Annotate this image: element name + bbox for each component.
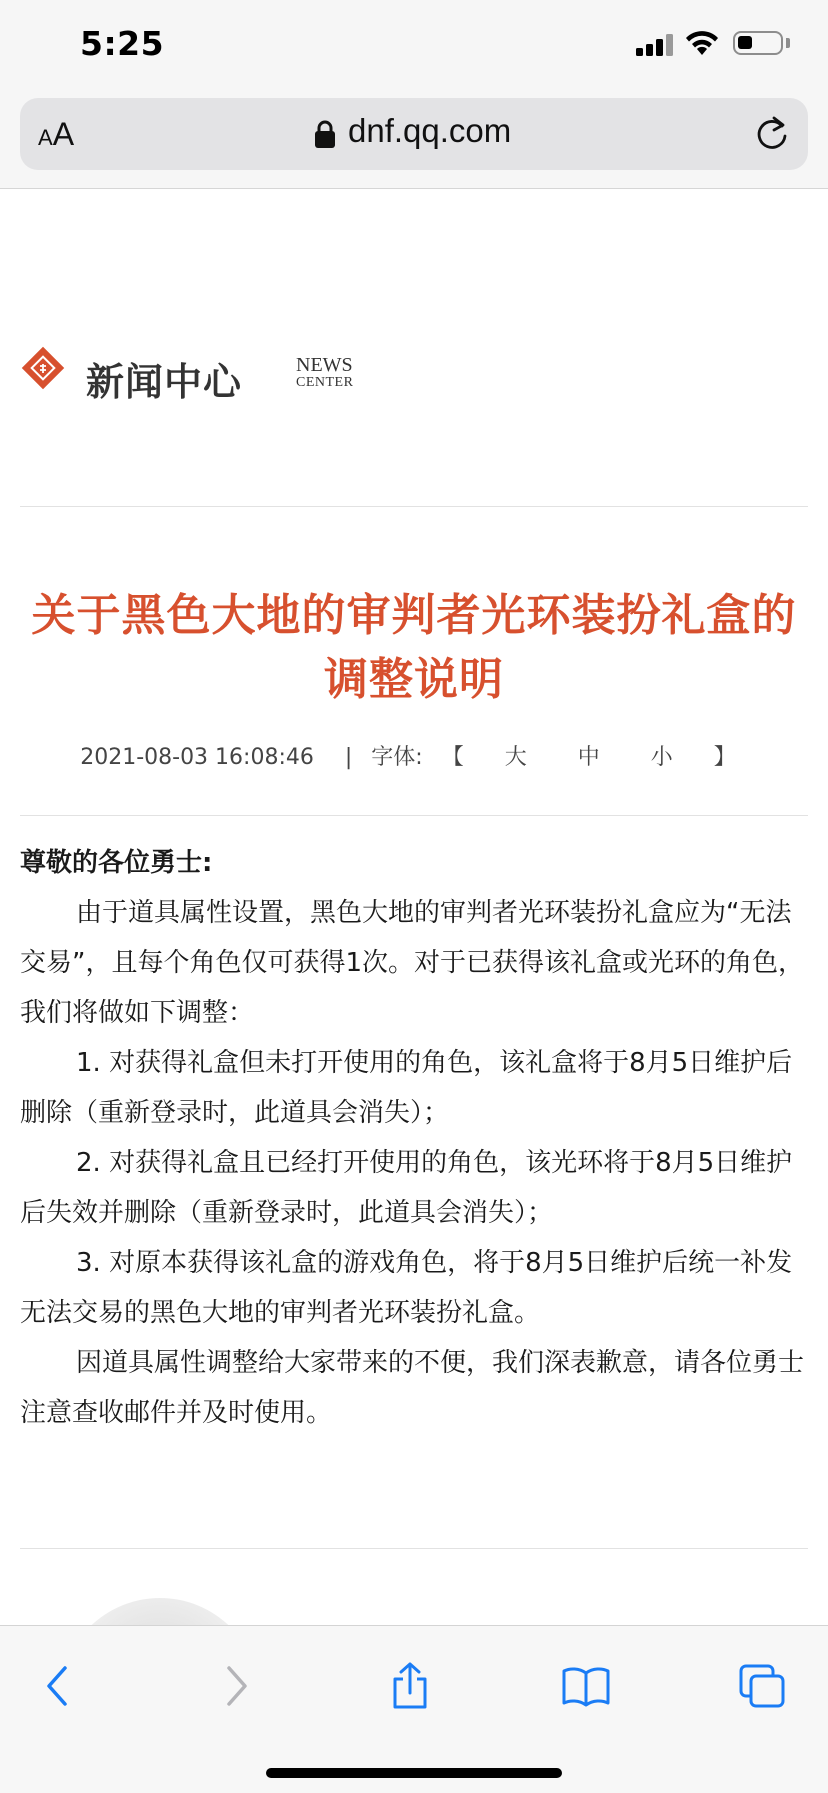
news-center-en-line2: CENTER <box>296 375 354 390</box>
tabs-button[interactable] <box>732 1656 792 1716</box>
article-greeting: 尊敬的各位勇士: <box>20 848 213 878</box>
status-time: 5:25 <box>80 24 165 63</box>
article-meta <box>20 740 808 771</box>
article-body <box>20 838 810 1438</box>
battery-tip <box>786 38 790 48</box>
article-datetime: 2021-08-03 16:08:46 <box>80 745 314 770</box>
forward-icon <box>221 1664 251 1708</box>
address-bar[interactable] <box>20 98 808 170</box>
news-center-header <box>20 345 420 425</box>
news-center-en-line1: NEWS <box>296 354 353 376</box>
forward-button[interactable] <box>206 1656 266 1716</box>
font-size-medium-link[interactable]: 中 <box>577 745 600 770</box>
back-icon <box>43 1664 73 1708</box>
meta-separator: | <box>344 745 353 770</box>
tabs-icon <box>738 1663 786 1709</box>
header-divider <box>20 506 808 507</box>
article-paragraph: 由于道具属性设置，黑色大地的审判者光环装扮礼盒应为“无法交易”，且每个角色仅可获得1次。对于已获得该礼盒或光环的角色，我们将做如下调整： <box>20 898 805 1028</box>
back-button[interactable] <box>28 1656 88 1716</box>
reload-icon[interactable] <box>754 114 790 152</box>
share-button[interactable] <box>380 1656 440 1716</box>
battery-level <box>738 36 752 49</box>
font-size-label: 字体: <box>371 745 423 770</box>
lock-icon <box>314 119 336 149</box>
article-paragraph: 因道具属性调整给大家带来的不便，我们深表歉意，请各位勇士注意查收邮件并及时使用。 <box>20 1348 805 1428</box>
font-size-small-link[interactable]: 小 <box>650 745 673 770</box>
share-icon <box>389 1661 431 1711</box>
article-paragraph: 2. 对获得礼盒且已经打开使用的角色，该光环将于8月5日维护后失效并删除（重新登录时，此道具会消失）； <box>20 1148 793 1228</box>
font-size-bracket-close: 】 <box>713 745 736 770</box>
text-size-button[interactable] <box>38 110 74 158</box>
article-title: 关于黑色大地的审判者光环装扮礼盒的调整说明 <box>31 590 797 705</box>
bookmarks-button[interactable] <box>556 1656 616 1716</box>
text-size-small-glyph: A <box>38 125 53 150</box>
news-center-logo-icon <box>20 345 66 391</box>
footer-divider <box>20 1548 808 1549</box>
status-bar <box>0 0 828 90</box>
text-size-big-glyph: A <box>52 116 75 152</box>
meta-divider <box>20 815 808 816</box>
article-paragraph: 3. 对原本获得该礼盒的游戏角色，将于8月5日维护后统一补发无法交易的黑色大地的审判者光环装扮礼盒。 <box>20 1248 793 1328</box>
news-center-title-en <box>296 354 354 391</box>
browser-top-bar <box>0 90 828 189</box>
article-paragraph: 1. 对获得礼盒但未打开使用的角色，该礼盒将于8月5日维护后删除（重新登录时，此道具会消失）； <box>20 1048 793 1128</box>
bookmarks-icon <box>561 1665 611 1707</box>
news-center-title: 新闻中心 <box>86 360 243 404</box>
signal-icon <box>636 34 674 56</box>
url-text[interactable]: dnf.qq.com <box>348 112 512 149</box>
font-size-large-link[interactable]: 大 <box>504 745 527 770</box>
wifi-icon <box>684 30 720 56</box>
browser-toolbar <box>0 1625 828 1793</box>
battery-icon <box>733 31 783 55</box>
font-size-bracket-open: 【 <box>441 745 464 770</box>
home-indicator <box>266 1768 562 1778</box>
